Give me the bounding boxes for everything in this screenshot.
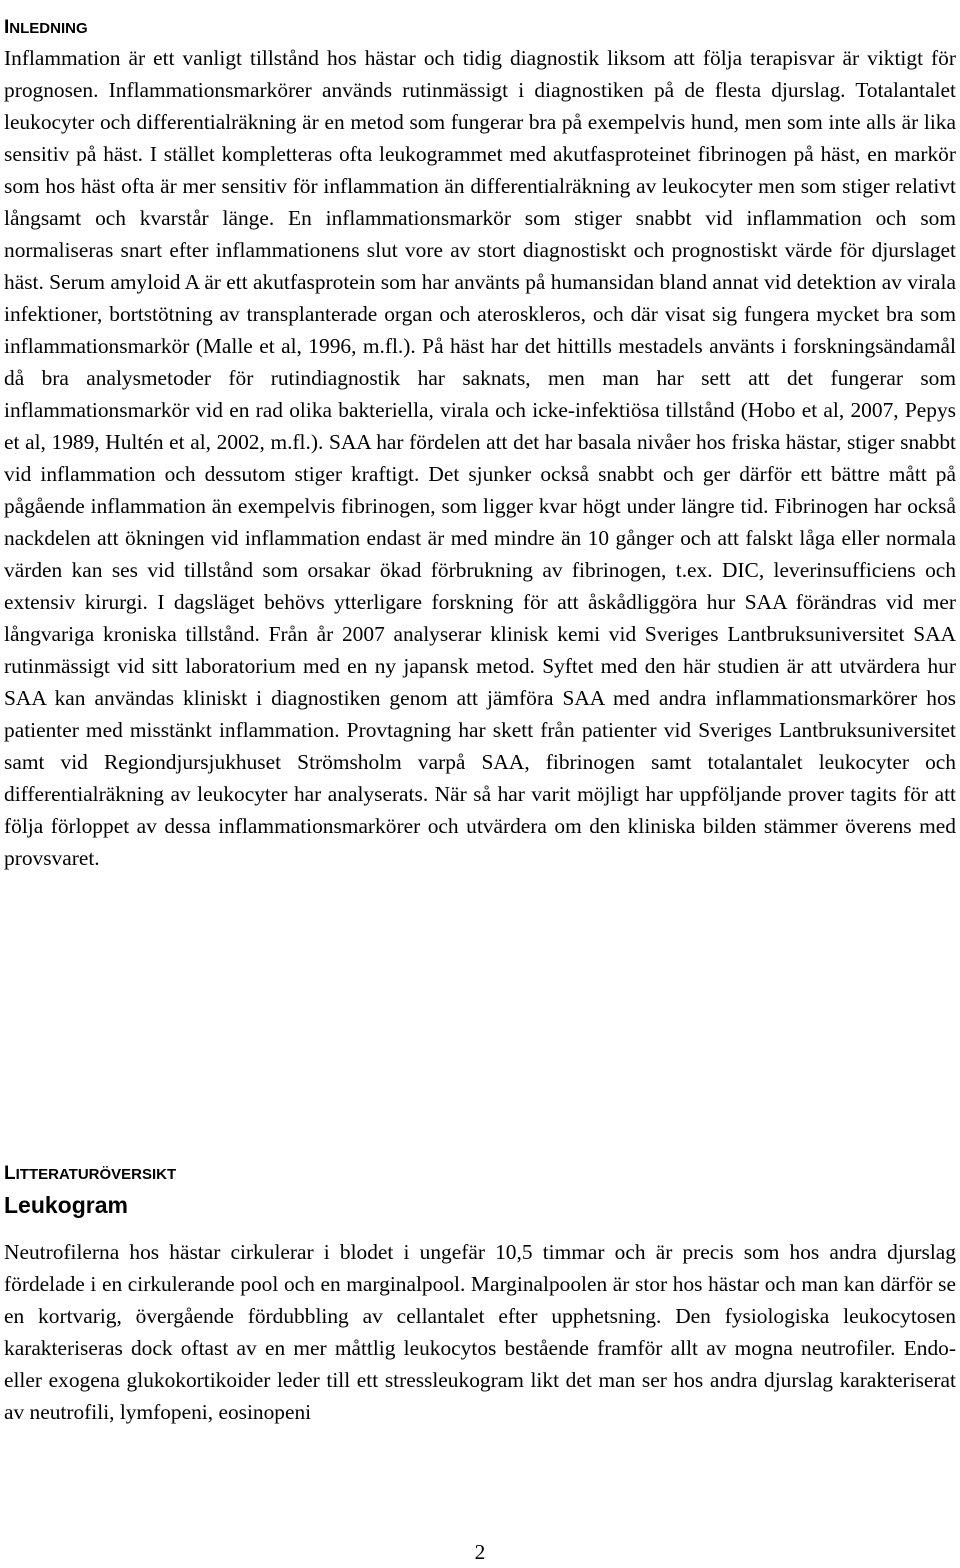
- paragraph-leukogram: Neutrofilerna hos hästar cirkulerar i blodet i ungefär 10,5 timmar och är precis som hos andra djurslag fördelade i en cirkulerande pool och en marginalpool. Marginalpoolen är stor hos hästar och man kan därför se en kortvarig, övergående fördubbling av cellantalet efter upphetsning. Den fysiologiska leukocytosen karakteriseras dock oftast av en mer måttlig leukocytos bestående framför allt av mogna neutrofiler. Endo- eller exogena glukokortikoider leder till ett stressleukogram likt det man ser hos andra djurslag karakteriserat av neutrofili, lymfopeni, eosinopeni: [4, 1240, 956, 1424]
- heading-initial: L: [4, 1163, 16, 1184]
- heading-inledning: [4, 4, 88, 41]
- page-number: 2: [474, 1540, 486, 1564]
- heading-rest: NLEDNING: [9, 20, 88, 37]
- paragraph-intro: Inflammation är ett vanligt tillstånd hos hästar och tidig diagnostik liksom att följa terapisvar är viktigt för prognosen. Inflammationsmarkörer används rutinmässigt i diagnostiken på de flesta djurslag. Totalantalet leukocyter och differentialräkning är en metod som fungerar bra på exempelvis hund, men som inte alls är lika sensitiv på häst. I stället kompletteras ofta leukogrammet med akutfasproteinet fibrinogen på häst, en markör som hos häst ofta är mer sensitiv för inflammation än differentialräkning av leukocyter men som stiger relativt långsamt och kvarstår länge. En inflammationsmarkör som stiger snabbt vid inflammation och som normaliseras snart efter inflammationens slut vore av stort diagnostiskt och prognostiskt värde för djurslaget häst. Serum amyloid A är ett akutfasprotein som har använts på humansidan bland annat vid detektion av virala infektioner, bortstötning av transplanterade organ och ateroskleros, och där visat sig fungera mycket bra som inflammationsmarkör (Malle et al, 1996, m.fl.). På häst har det hittills mestadels använts i forskningsändamål då bra analysmetoder för rutindiagnostik har saknats, men man har sett att det fungerar som inflammationsmarkör vid en rad olika bakteriella, virala och icke-infektiösa tillstånd (Hobo et al, 2007, Pepys et al, 1989, Hultén et al, 2002, m.fl.). SAA har fördelen att det har basala nivåer hos friska hästar, stiger snabbt vid inflammation och dessutom stiger kraftigt. Det sjunker också snabbt och ger därför ett bättre mått på pågående inflammation än exempelvis fibrinogen, som ligger kvar högt under längre tid. Fibrinogen har också nackdelen att ökningen vid inflammation endast är med mindre än 10 gånger och att falskt låga eller normala värden kan ses vid tillstånd som orsakar ökad förbrukning av fibrinogen, t.ex. DIC, leverinsufficiens och extensiv kirurgi. I dagsläget behövs ytterligare forskning för att åskådliggöra hur SAA förändras vid mer långvariga kroniska tillstånd. Från år 2007 analyserar klinisk kemi vid Sveriges Lantbruksuniversitet SAA rutinmässigt vid sitt laboratorium med en ny japansk metod. Syftet med den här studien är att utvärdera hur SAA kan användas kliniskt i diagnostiken genom att jämföra SAA med andra inflammationsmarkörer hos patienter med misstänkt inflammation. Provtagning har skett från patienter vid Sveriges Lantbruksuniversitet samt vid Regiondjursjukhuset Strömsholm varpå SAA, fibrinogen samt totalantalet leukocyter och differentialräkning av leukocyter har analyserats. När så har varit möjligt har uppföljande prover tagits för att följa förloppet av dessa inflammationsmarkörer och utvärdera om den kliniska bilden stämmer överens med provsvaret.: [4, 46, 956, 870]
- subheading-leukogram: Leukogram: [4, 1192, 128, 1218]
- heading-rest: ITTERATURÖVERSIKT: [15, 1166, 177, 1183]
- heading-initial: I: [4, 17, 10, 38]
- heading-litteraturoversikt: [4, 1150, 176, 1187]
